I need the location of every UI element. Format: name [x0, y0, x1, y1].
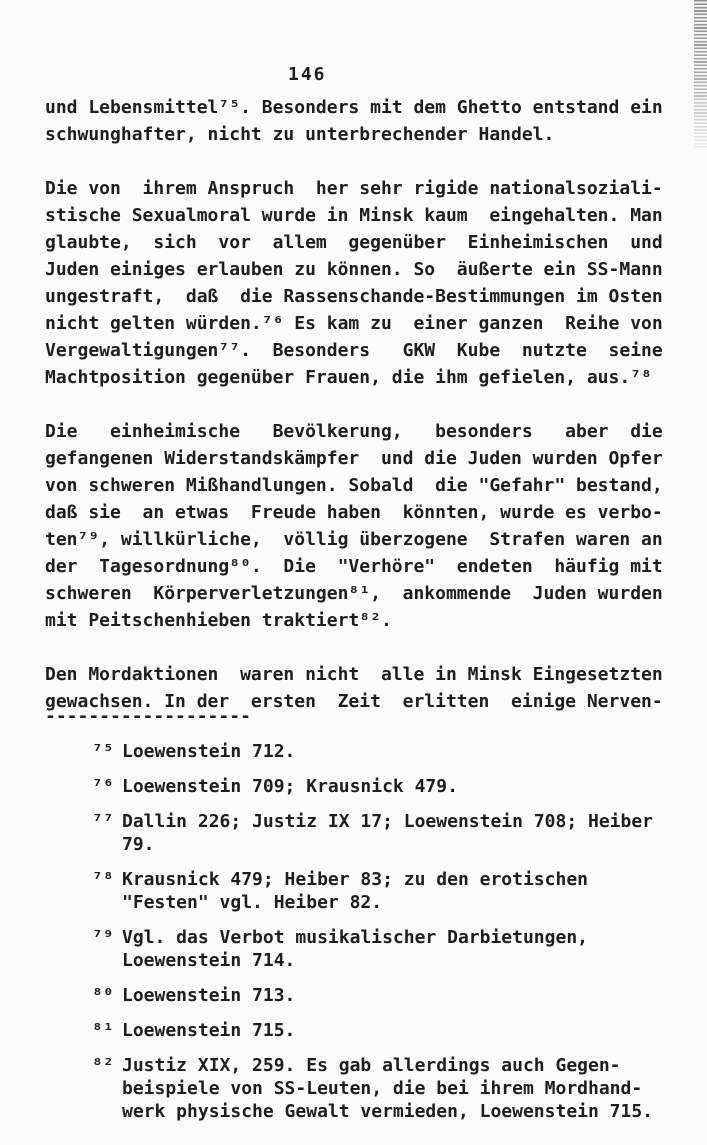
text-line: der Tagesordnung⁸⁰. Die "Verhöre" endeten häufig mit — [45, 556, 663, 577]
text-line: Loewenstein 715. — [122, 1020, 296, 1041]
footnote-marker: ⁷⁹ — [92, 927, 114, 948]
footnote-marker: ⁸² — [92, 1055, 114, 1076]
footnote — [92, 1054, 653, 1123]
text-line: gefangenen Widerstandskämpfer und die Juden wurden Opfer — [45, 448, 663, 469]
scan-artifact-stripes-icon — [694, 0, 707, 150]
text-line: Machtposition gegenüber Frauen, die ihm gefielen, aus.⁷⁸ — [45, 367, 652, 388]
text-line: Loewenstein 713. — [122, 985, 296, 1006]
footnote-marker: ⁷⁵ — [92, 741, 114, 762]
footnotes-section — [92, 740, 653, 1135]
paragraph — [45, 94, 663, 148]
text-line: und Lebensmittel⁷⁵. Besonders mit dem Ghetto entstand ein — [45, 97, 663, 118]
text-line: nicht gelten würden.⁷⁶ Es kam zu einer ganzen Reihe von — [45, 313, 663, 334]
footnote-text — [122, 868, 588, 914]
footnote — [92, 740, 653, 763]
text-line: schweren Körperverletzungen⁸¹, ankommende Juden wurden — [45, 583, 663, 604]
text-line: Die einheimische Bevölkerung, besonders aber die — [45, 421, 663, 442]
text-line: Vgl. das Verbot musikalischer Darbietungen, — [122, 927, 588, 948]
text-line: gewachsen. In der ersten Zeit erlitten einige Nerven- — [45, 691, 663, 712]
footnote — [92, 984, 653, 1007]
text-line: Die von ihrem Anspruch her sehr rigide nationalsoziali- — [45, 178, 663, 199]
footnote-marker: ⁸¹ — [92, 1020, 114, 1041]
text-line: glaubte, sich vor allem gegenüber Einheimischen und — [45, 232, 663, 253]
footnote — [92, 868, 653, 914]
text-line: mit Peitschenhieben traktiert⁸². — [45, 610, 392, 631]
text-line: Krausnick 479; Heiber 83; zu den erotischen — [122, 869, 588, 890]
text-line: Vergewaltigungen⁷⁷. Besonders GKW Kube nutzte seine — [45, 340, 663, 361]
footnote-text — [122, 1054, 653, 1123]
footnote-text — [122, 775, 458, 798]
footnote — [92, 1019, 653, 1042]
footnote — [92, 775, 653, 798]
paragraph — [45, 418, 663, 634]
footnote-marker: ⁷⁷ — [92, 811, 114, 832]
footnote-text — [122, 984, 295, 1007]
paragraph — [45, 175, 663, 391]
body-text — [45, 94, 663, 742]
text-line: Loewenstein 709; Krausnick 479. — [122, 776, 458, 797]
footnote-text — [122, 810, 653, 856]
text-line: 79. — [122, 834, 155, 855]
text-line: schwunghafter, nicht zu unterbrechender Handel. — [45, 124, 555, 145]
text-line: "Festen" vgl. Heiber 82. — [122, 892, 383, 913]
footnote-separator: ------------------- — [45, 706, 251, 727]
text-line: beispiele von SS-Leuten, die bei ihrem Mordhand- — [122, 1078, 643, 1099]
text-line: ten⁷⁹, willkürliche, völlig überzogene Strafen waren an — [45, 529, 663, 550]
text-line: daß sie an etwas Freude haben könnten, wurde es verbo- — [45, 502, 663, 523]
footnote-text — [122, 1019, 295, 1042]
footnote-marker: ⁸⁰ — [92, 985, 114, 1006]
text-line: Loewenstein 712. — [122, 741, 296, 762]
footnote-text — [122, 926, 588, 972]
footnote-text — [122, 740, 295, 763]
footnote — [92, 810, 653, 856]
text-line: von schweren Mißhandlungen. Sobald die "Gefahr" bestand, — [45, 475, 663, 496]
text-line: Juden einiges erlauben zu können. So äußerte ein SS-Mann — [45, 259, 663, 280]
footnote-marker: ⁷⁶ — [92, 776, 114, 797]
text-line: Den Mordaktionen waren nicht alle in Minsk Eingesetzten — [45, 664, 663, 685]
text-line: Justiz XIX, 259. Es gab allerdings auch Gegen- — [122, 1055, 621, 1076]
text-line: Loewenstein 714. — [122, 950, 296, 971]
text-line: stische Sexualmoral wurde in Minsk kaum eingehalten. Man — [45, 205, 663, 226]
footnote — [92, 926, 653, 972]
text-line: ungestraft, daß die Rassenschande-Bestimmungen im Osten — [45, 286, 663, 307]
text-line: werk physische Gewalt vermieden, Loewenstein 715. — [122, 1101, 654, 1122]
footnote-marker: ⁷⁸ — [92, 869, 114, 890]
page-number: 146 — [288, 64, 327, 85]
text-line: Dallin 226; Justiz IX 17; Loewenstein 708; Heiber — [122, 811, 654, 832]
